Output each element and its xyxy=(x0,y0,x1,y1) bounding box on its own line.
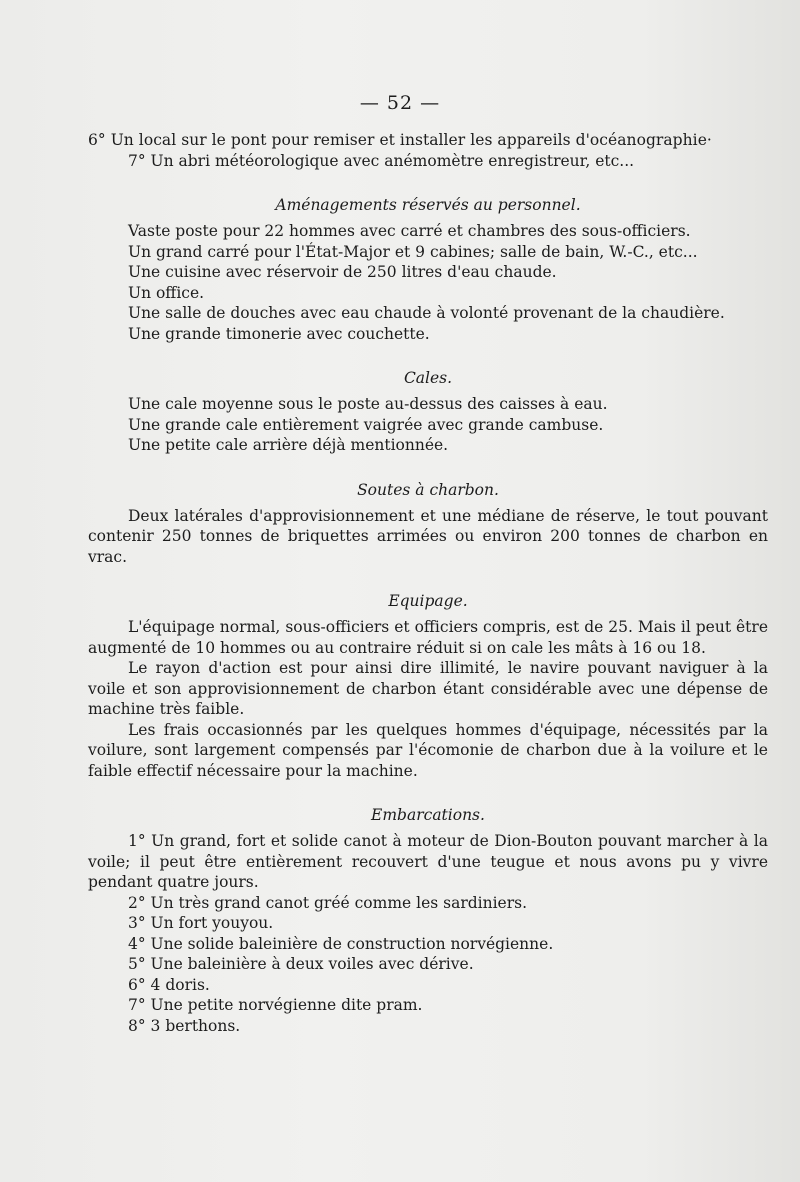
amenagements-line: Vaste poste pour 22 hommes avec carré et chambres des sous-officiers. xyxy=(128,222,691,240)
page-content xyxy=(88,130,768,1036)
embarcation-item: 7° Une petite norvégienne dite pram. xyxy=(128,996,423,1014)
section-title-soutes: Soutes à charbon. xyxy=(357,480,499,499)
soutes-paragraph: Deux latérales d'approvisionnement et une médiane de réserve, le tout pouvant contenir 250 tonnes de briquettes arrimées ou environ 200 tonnes de charbon en vrac. xyxy=(88,506,768,566)
page-number: — 52 — xyxy=(359,92,441,114)
intro-item-6: 6° Un local sur le pont pour remiser et installer les appareils d'océanographie· xyxy=(88,131,712,149)
embarcation-item: 4° Une solide baleinière de construction norvégienne. xyxy=(128,934,554,953)
amenagements-line: Une grande timonerie avec couchette. xyxy=(128,324,430,343)
cales-line: Une cale moyenne sous le poste au-dessus des caisses à eau. xyxy=(128,395,608,413)
amenagements-line: Un office. xyxy=(128,283,205,302)
section-title-cales: Cales. xyxy=(403,369,453,387)
equipage-paragraph: L'équipage normal, sous-officiers et officiers compris, est de 25. Mais il peut être augmenté de 10 hommes ou au contraire réduit si on cale les mâts à 16 ou 18. xyxy=(88,618,768,657)
embarcation-item-1: 1° Un grand, fort et solide canot à moteur de Dion-Bouton pouvant marcher à la voile; il peut être entièrement recouvert d'une teugue et nous avons pu y vivre pendant quatre jours. xyxy=(88,832,768,891)
cales-line: Une petite cale arrière déjà mentionnée. xyxy=(128,436,449,454)
embarcation-item: 5° Une baleinière à deux voiles avec dérive. xyxy=(128,955,474,973)
equipage-paragraph: Le rayon d'action est pour ainsi dire illimité, le navire pouvant naviguer à la voile et son approvisionnement de charbon étant considérable avec une dépense de machine très faible. xyxy=(88,659,768,718)
section-title-embarcations: Embarcations. xyxy=(371,806,485,824)
embarcation-item: 3° Un fort youyou. xyxy=(128,914,274,932)
equipage-paragraph: Les frais occasionnés par les quelques hommes d'équipage, nécessités par la voilure, sont largement compensés par l'écomonie de charbon due à la voilure et le faible effectif nécessaire pour la machine. xyxy=(88,720,768,780)
embarcation-item: 6° 4 doris. xyxy=(128,975,210,994)
amenagements-line: Une salle de douches avec eau chaude à volonté provenant de la chaudière. xyxy=(128,304,725,322)
embarcation-item: 8° 3 berthons. xyxy=(128,1016,241,1035)
cales-line: Une grande cale entièrement vaigrée avec grande cambuse. xyxy=(128,415,604,434)
section-title-amenagements: Aménagements réservés au personnel. xyxy=(275,196,581,214)
section-title-equipage: Equipage. xyxy=(388,592,468,610)
amenagements-line: Un grand carré pour l'État-Major et 9 cabines; salle de bain, W.-C., etc... xyxy=(128,242,698,261)
amenagements-line: Une cuisine avec réservoir de 250 litres d'eau chaude. xyxy=(128,263,557,281)
embarcation-item: 2° Un très grand canot gréé comme les sardiniers. xyxy=(128,893,528,912)
intro-item-7: 7° Un abri météorologique avec anémomètre enregistreur, etc... xyxy=(128,151,635,170)
